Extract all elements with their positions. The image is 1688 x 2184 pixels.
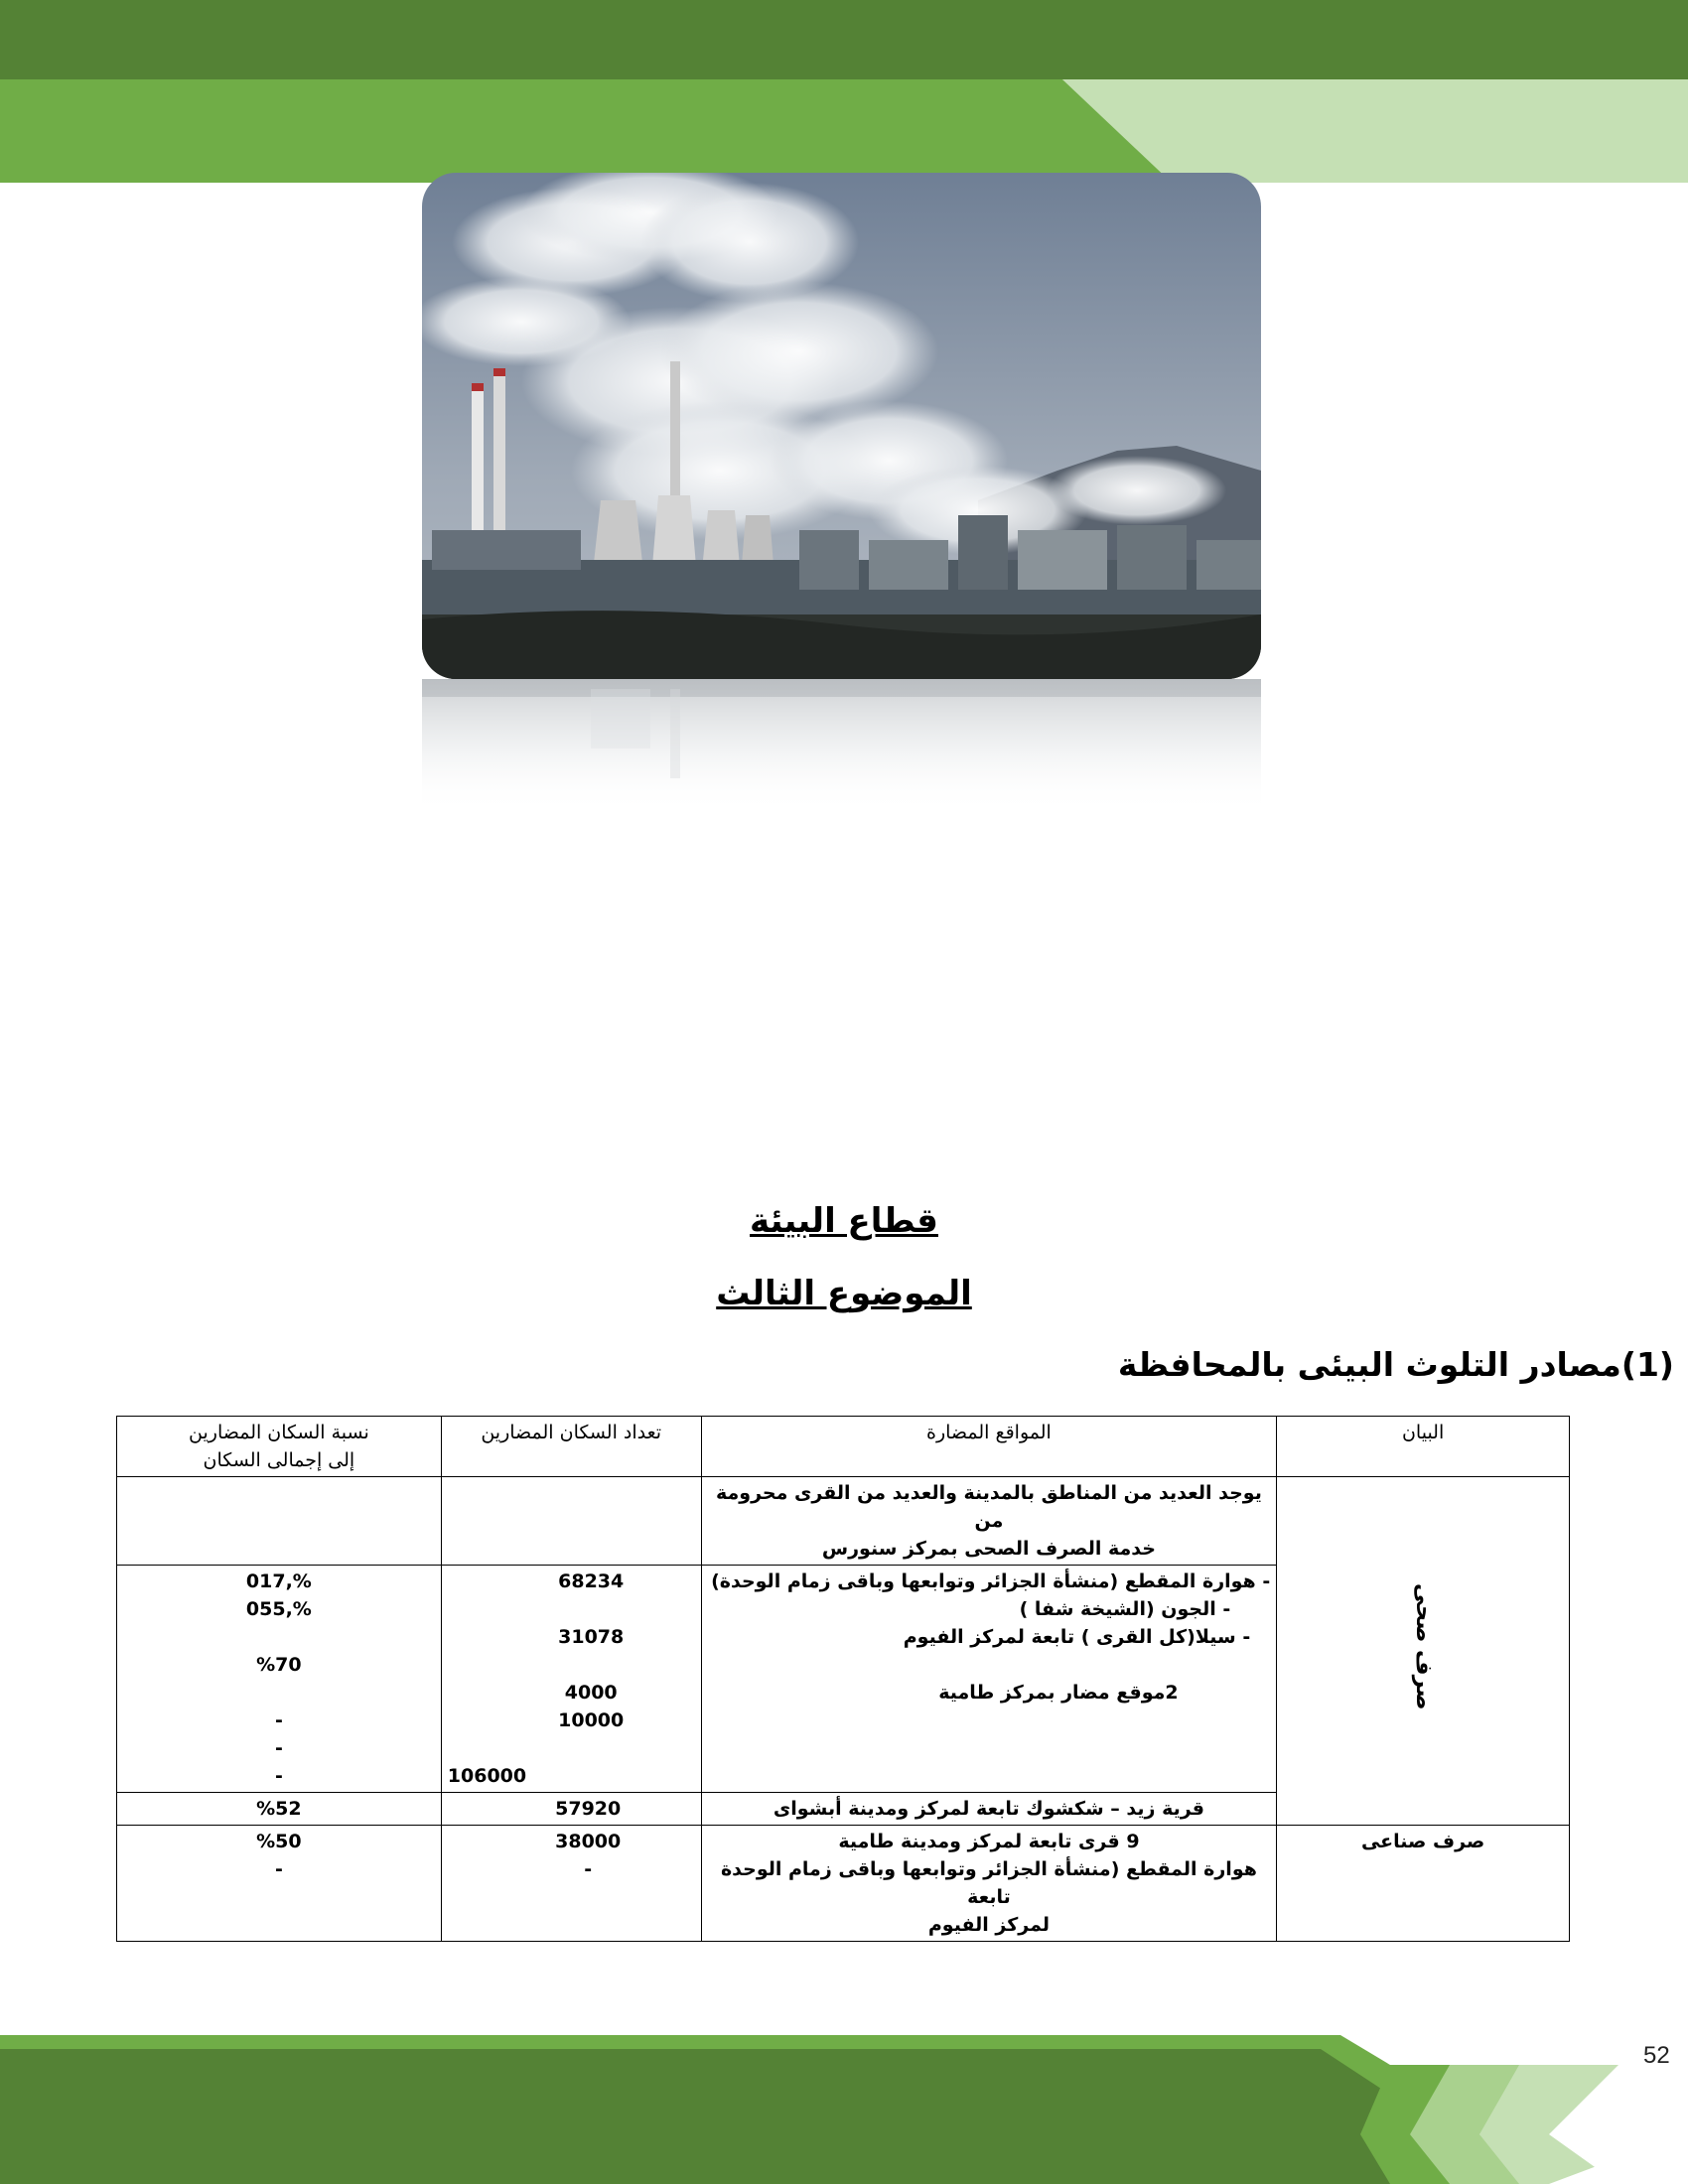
sanitary-row3-count: 57920 [441, 1793, 701, 1826]
header-ratio-line1: نسبة السكان المضارين [189, 1422, 369, 1443]
table-header-row [117, 1417, 1570, 1477]
sanitary-row2-counts [441, 1566, 701, 1793]
site-line: - هوارة المقطع (منشأة الجزائر وتوابعها وباقى زمام الوحدة) [711, 1570, 1271, 1592]
count-value: - [584, 1858, 593, 1880]
sanitary-row2-sites [701, 1566, 1277, 1793]
count-value: 68234 [558, 1570, 625, 1592]
industrial-ratios [117, 1826, 442, 1942]
count-value: 10000 [558, 1709, 625, 1731]
factory-photo [422, 173, 1261, 679]
site-line: - الجون (الشيخة شفا ) [1019, 1598, 1231, 1620]
sanitary-row1-ratio [117, 1477, 442, 1566]
ratio-value: %50 [256, 1831, 302, 1852]
count-value: 106000 [447, 1765, 527, 1787]
header-band-shapes [0, 79, 1688, 183]
page-number: 52 [1643, 2042, 1670, 2069]
industrial-label: صرف صناعى [1277, 1826, 1570, 1942]
industrial-counts [441, 1826, 701, 1942]
count-value: 31078 [558, 1626, 625, 1648]
site-line: 9 قرى تابعة لمركز ومدينة طامية [838, 1831, 1140, 1852]
header-count: تعداد السكان المضارين [441, 1417, 701, 1477]
footer-band-shapes [0, 2035, 1688, 2184]
pollution-sources-table [116, 1416, 1570, 1942]
site-line: 2موقع مضار بمركز طامية [938, 1682, 1179, 1704]
ratio-value: - [274, 1737, 283, 1759]
ratio-value: - [274, 1709, 283, 1731]
sanitary-row1-sites [701, 1477, 1277, 1566]
site-line: هوارة المقطع (منشأة الجزائر وتوابعها وباقى زمام الوحدة تابعة [720, 1858, 1257, 1908]
header-ratio [117, 1417, 442, 1477]
site-line: لمركز الفيوم [927, 1914, 1050, 1936]
ratio-value: - [274, 1858, 283, 1880]
ratio-value: %,055 [245, 1598, 312, 1620]
sanitary-row3-sites: قرية زيد – شكشوك تابعة لمركز ومدينة أبشواى [701, 1793, 1277, 1826]
header-ratio-line2: إلى إجمالى السكان [203, 1449, 355, 1471]
topic-title: الموضوع الثالث [716, 1274, 972, 1313]
sanitary-label-cell [1277, 1477, 1570, 1826]
ratio-value: %70 [256, 1654, 302, 1676]
table-row [117, 1477, 1570, 1566]
sanitary-row2-ratios [117, 1566, 442, 1793]
header-band-dark [0, 0, 1688, 79]
count-value: 4000 [564, 1682, 618, 1704]
section-heading: (1)مصادر التلوث البيئى بالمحافظة [1117, 1345, 1674, 1384]
ratio-value: %,017 [245, 1570, 312, 1592]
sanitary-row1-count [441, 1477, 701, 1566]
table-row [117, 1826, 1570, 1942]
sites-line: يوجد العديد من المناطق بالمدينة والعديد من القرى محرومة من [716, 1482, 1262, 1532]
sanitary-row3-ratio: %52 [117, 1793, 442, 1826]
industrial-sites [701, 1826, 1277, 1942]
header-item: البيان [1277, 1417, 1570, 1477]
ratio-value: - [274, 1765, 283, 1787]
count-value: 38000 [555, 1831, 622, 1852]
photo-reflection [422, 679, 1261, 813]
site-line: - سيلا(كل القرى ) تابعة لمركز الفيوم [903, 1626, 1251, 1648]
sites-line: خدمة الصرف الصحى بمركز سنورس [821, 1538, 1156, 1560]
sector-title: قطاع البيئة [750, 1201, 938, 1241]
header-sites: المواقع المضارة [701, 1417, 1277, 1477]
sanitary-label: صرف صحى [1411, 1583, 1437, 1710]
